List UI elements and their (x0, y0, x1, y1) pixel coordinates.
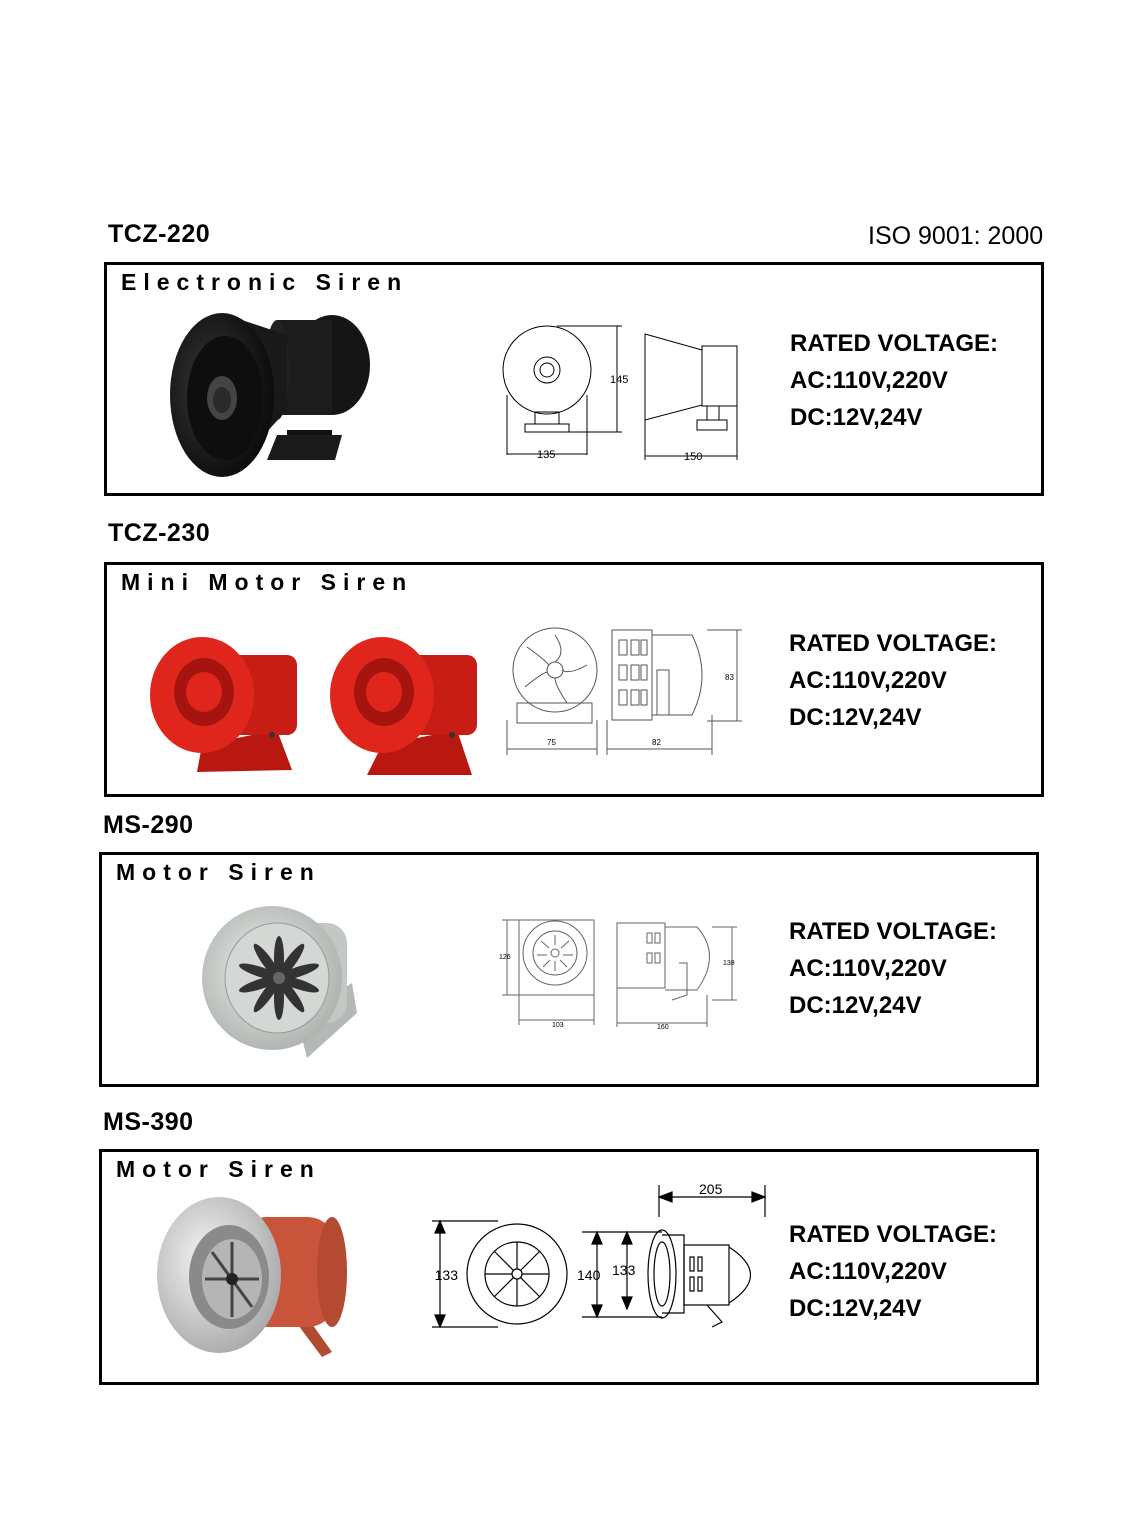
panel-title: Motor Siren (116, 1156, 321, 1182)
electronic-siren-photo (167, 310, 377, 485)
motor-siren-photo (157, 1197, 347, 1367)
rated-voltage-label: RATED VOLTAGE: (789, 1221, 997, 1248)
ac-voltage: AC:110V,220V (789, 1258, 947, 1285)
dimension-drawing (422, 1177, 782, 1337)
specs-block (789, 625, 997, 736)
model-label: TCZ-220 (108, 220, 211, 248)
specs-block (790, 325, 998, 436)
dim-height-front: 126 (499, 954, 511, 961)
motor-siren-photo (197, 903, 367, 1063)
specs-block (789, 913, 997, 1024)
panel-title: Electronic Siren (121, 269, 409, 295)
ac-voltage: AC:110V,220V (789, 667, 947, 694)
product-panel-ms-290 (99, 852, 1039, 1087)
dim-height-front: 133 (434, 1267, 458, 1283)
mini-motor-siren-photo (142, 630, 462, 780)
dim-depth: 82 (652, 738, 661, 747)
dim-height-inner: 133 (612, 1262, 636, 1278)
panel-title: Motor Siren (116, 859, 321, 885)
dim-width: 135 (537, 449, 556, 461)
dim-depth: 150 (684, 451, 703, 463)
product-panel-tcz-220 (104, 262, 1044, 496)
rated-voltage-label: RATED VOLTAGE: (789, 630, 997, 657)
ac-voltage: AC:110V,220V (789, 955, 947, 982)
rated-voltage-label: RATED VOLTAGE: (789, 918, 997, 945)
model-label: MS-290 (103, 811, 194, 839)
dim-width: 75 (547, 738, 556, 747)
specs-block (789, 1216, 997, 1327)
model-label: TCZ-230 (108, 519, 211, 547)
ac-voltage: AC:110V,220V (790, 367, 948, 394)
dim-height: 145 (610, 374, 629, 386)
rated-voltage-label: RATED VOLTAGE: (790, 330, 998, 357)
dc-voltage: DC:12V,24V (789, 1295, 922, 1322)
product-panel-tcz-230 (104, 562, 1044, 797)
dim-width: 103 (552, 1022, 564, 1029)
dim-depth: 160 (657, 1024, 669, 1031)
model-label: MS-390 (103, 1108, 194, 1136)
dim-height: 83 (725, 673, 734, 682)
dc-voltage: DC:12V,24V (789, 704, 922, 731)
product-panel-ms-390 (99, 1149, 1039, 1385)
panel-title: Mini Motor Siren (121, 569, 414, 595)
dc-voltage: DC:12V,24V (789, 992, 922, 1019)
dimension-drawing (497, 915, 747, 1035)
dim-height-side: 138 (723, 960, 735, 967)
dim-depth: 205 (699, 1181, 723, 1197)
dc-voltage: DC:12V,24V (790, 404, 923, 431)
certification-label: ISO 9001: 2000 (868, 222, 1044, 250)
dim-height-outer: 140 (577, 1267, 601, 1283)
dimension-drawing (497, 320, 757, 470)
dimension-drawing (507, 625, 757, 760)
